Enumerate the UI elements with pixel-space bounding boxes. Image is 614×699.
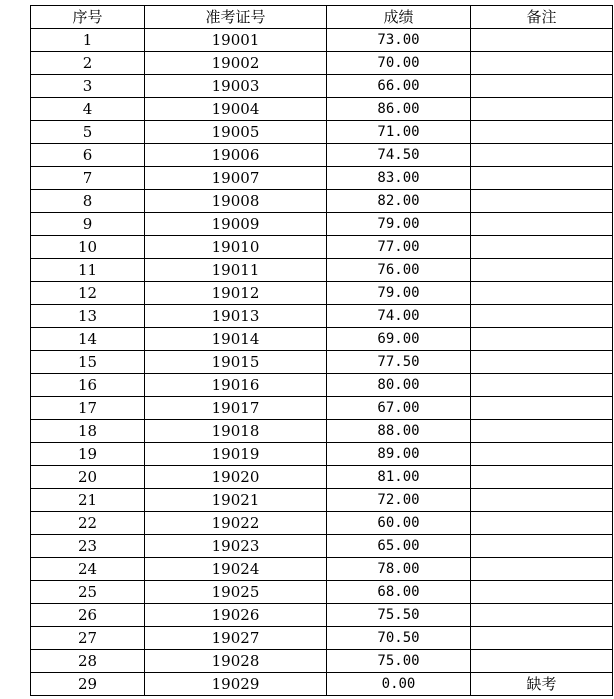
score-cell: 76.00 xyxy=(327,259,471,282)
admission-ticket-number-cell: 19001 xyxy=(145,29,327,52)
remark-cell xyxy=(471,121,613,144)
header-serial-number: 序号 xyxy=(31,6,145,29)
score-cell: 75.00 xyxy=(327,650,471,673)
serial-number-cell: 24 xyxy=(31,558,145,581)
admission-ticket-number-cell: 19023 xyxy=(145,535,327,558)
serial-number-cell: 15 xyxy=(31,351,145,374)
admission-ticket-number-cell: 19022 xyxy=(145,512,327,535)
score-cell: 79.00 xyxy=(327,213,471,236)
admission-ticket-number-cell: 19012 xyxy=(145,282,327,305)
table-row xyxy=(31,397,613,420)
admission-ticket-number-cell: 19009 xyxy=(145,213,327,236)
score-cell: 72.00 xyxy=(327,489,471,512)
serial-number-cell: 22 xyxy=(31,512,145,535)
admission-ticket-number-cell: 19020 xyxy=(145,466,327,489)
table-row xyxy=(31,98,613,121)
score-cell: 80.00 xyxy=(327,374,471,397)
serial-number-cell: 18 xyxy=(31,420,145,443)
table-row xyxy=(31,75,613,98)
admission-ticket-number-cell: 19006 xyxy=(145,144,327,167)
remark-cell xyxy=(471,259,613,282)
score-cell: 60.00 xyxy=(327,512,471,535)
remark-cell xyxy=(471,75,613,98)
score-cell: 73.00 xyxy=(327,29,471,52)
admission-ticket-number-cell: 19011 xyxy=(145,259,327,282)
serial-number-cell: 10 xyxy=(31,236,145,259)
admission-ticket-number-cell: 19016 xyxy=(145,374,327,397)
table-row xyxy=(31,213,613,236)
admission-ticket-number-cell: 19002 xyxy=(145,52,327,75)
remark-cell xyxy=(471,213,613,236)
table-row xyxy=(31,144,613,167)
admission-ticket-number-cell: 19008 xyxy=(145,190,327,213)
remark-cell xyxy=(471,52,613,75)
score-cell: 70.50 xyxy=(327,627,471,650)
admission-ticket-number-cell: 19013 xyxy=(145,305,327,328)
serial-number-cell: 26 xyxy=(31,604,145,627)
table-row xyxy=(31,29,613,52)
remark-cell xyxy=(471,236,613,259)
score-cell: 67.00 xyxy=(327,397,471,420)
admission-ticket-number-cell: 19004 xyxy=(145,98,327,121)
score-cell: 68.00 xyxy=(327,581,471,604)
score-cell: 88.00 xyxy=(327,420,471,443)
admission-ticket-number-cell: 19026 xyxy=(145,604,327,627)
admission-ticket-number-cell: 19007 xyxy=(145,167,327,190)
serial-number-cell: 21 xyxy=(31,489,145,512)
serial-number-cell: 9 xyxy=(31,213,145,236)
table-row xyxy=(31,604,613,627)
table-row xyxy=(31,351,613,374)
admission-ticket-number-cell: 19015 xyxy=(145,351,327,374)
table-body xyxy=(31,29,613,696)
score-cell: 74.50 xyxy=(327,144,471,167)
score-cell: 79.00 xyxy=(327,282,471,305)
score-cell: 75.50 xyxy=(327,604,471,627)
admission-ticket-number-cell: 19010 xyxy=(145,236,327,259)
table-row xyxy=(31,558,613,581)
remark-cell xyxy=(471,144,613,167)
score-cell: 81.00 xyxy=(327,466,471,489)
remark-cell xyxy=(471,604,613,627)
score-cell: 69.00 xyxy=(327,328,471,351)
remark-cell xyxy=(471,351,613,374)
score-cell: 77.00 xyxy=(327,236,471,259)
admission-ticket-number-cell: 19018 xyxy=(145,420,327,443)
serial-number-cell: 25 xyxy=(31,581,145,604)
table-row xyxy=(31,328,613,351)
admission-ticket-number-cell: 19028 xyxy=(145,650,327,673)
serial-number-cell: 6 xyxy=(31,144,145,167)
score-cell: 78.00 xyxy=(327,558,471,581)
remark-cell xyxy=(471,581,613,604)
table-row xyxy=(31,282,613,305)
table-row xyxy=(31,374,613,397)
serial-number-cell: 1 xyxy=(31,29,145,52)
remark-cell xyxy=(471,627,613,650)
table-row xyxy=(31,443,613,466)
serial-number-cell: 17 xyxy=(31,397,145,420)
table-row xyxy=(31,190,613,213)
remark-cell xyxy=(471,489,613,512)
remark-cell xyxy=(471,190,613,213)
serial-number-cell: 14 xyxy=(31,328,145,351)
serial-number-cell: 28 xyxy=(31,650,145,673)
score-cell: 0.00 xyxy=(327,673,471,696)
remark-cell xyxy=(471,443,613,466)
serial-number-cell: 23 xyxy=(31,535,145,558)
table-row xyxy=(31,167,613,190)
remark-cell xyxy=(471,374,613,397)
serial-number-cell: 12 xyxy=(31,282,145,305)
score-table xyxy=(30,5,613,696)
serial-number-cell: 7 xyxy=(31,167,145,190)
table-row xyxy=(31,512,613,535)
serial-number-cell: 8 xyxy=(31,190,145,213)
admission-ticket-number-cell: 19014 xyxy=(145,328,327,351)
admission-ticket-number-cell: 19027 xyxy=(145,627,327,650)
remark-cell xyxy=(471,328,613,351)
serial-number-cell: 13 xyxy=(31,305,145,328)
table-row xyxy=(31,581,613,604)
table-row xyxy=(31,420,613,443)
serial-number-cell: 19 xyxy=(31,443,145,466)
score-cell: 77.50 xyxy=(327,351,471,374)
table-row xyxy=(31,535,613,558)
score-cell: 74.00 xyxy=(327,305,471,328)
serial-number-cell: 4 xyxy=(31,98,145,121)
table-row xyxy=(31,489,613,512)
remark-cell xyxy=(471,305,613,328)
remark-cell xyxy=(471,558,613,581)
table-row xyxy=(31,466,613,489)
score-cell: 65.00 xyxy=(327,535,471,558)
table-row xyxy=(31,627,613,650)
serial-number-cell: 11 xyxy=(31,259,145,282)
score-cell: 86.00 xyxy=(327,98,471,121)
admission-ticket-number-cell: 19021 xyxy=(145,489,327,512)
remark-cell xyxy=(471,397,613,420)
serial-number-cell: 16 xyxy=(31,374,145,397)
score-cell: 70.00 xyxy=(327,52,471,75)
header-admission-ticket-number: 准考证号 xyxy=(145,6,327,29)
table-row xyxy=(31,121,613,144)
remark-cell xyxy=(471,466,613,489)
admission-ticket-number-cell: 19017 xyxy=(145,397,327,420)
remark-cell xyxy=(471,282,613,305)
remark-cell xyxy=(471,650,613,673)
remark-cell xyxy=(471,420,613,443)
header-score: 成绩 xyxy=(327,6,471,29)
score-cell: 66.00 xyxy=(327,75,471,98)
score-cell: 83.00 xyxy=(327,167,471,190)
remark-cell: 缺考 xyxy=(471,673,613,696)
remark-cell xyxy=(471,98,613,121)
header-row xyxy=(31,6,613,29)
remark-cell xyxy=(471,29,613,52)
score-cell: 82.00 xyxy=(327,190,471,213)
table-row xyxy=(31,236,613,259)
table-row xyxy=(31,52,613,75)
admission-ticket-number-cell: 19005 xyxy=(145,121,327,144)
table-row xyxy=(31,305,613,328)
serial-number-cell: 2 xyxy=(31,52,145,75)
admission-ticket-number-cell: 19029 xyxy=(145,673,327,696)
admission-ticket-number-cell: 19025 xyxy=(145,581,327,604)
serial-number-cell: 29 xyxy=(31,673,145,696)
admission-ticket-number-cell: 19024 xyxy=(145,558,327,581)
serial-number-cell: 5 xyxy=(31,121,145,144)
table-row xyxy=(31,259,613,282)
remark-cell xyxy=(471,167,613,190)
serial-number-cell: 20 xyxy=(31,466,145,489)
serial-number-cell: 27 xyxy=(31,627,145,650)
admission-ticket-number-cell: 19003 xyxy=(145,75,327,98)
serial-number-cell: 3 xyxy=(31,75,145,98)
header-remark: 备注 xyxy=(471,6,613,29)
remark-cell xyxy=(471,512,613,535)
admission-ticket-number-cell: 19019 xyxy=(145,443,327,466)
table-row xyxy=(31,673,613,696)
score-cell: 71.00 xyxy=(327,121,471,144)
score-cell: 89.00 xyxy=(327,443,471,466)
remark-cell xyxy=(471,535,613,558)
table-row xyxy=(31,650,613,673)
